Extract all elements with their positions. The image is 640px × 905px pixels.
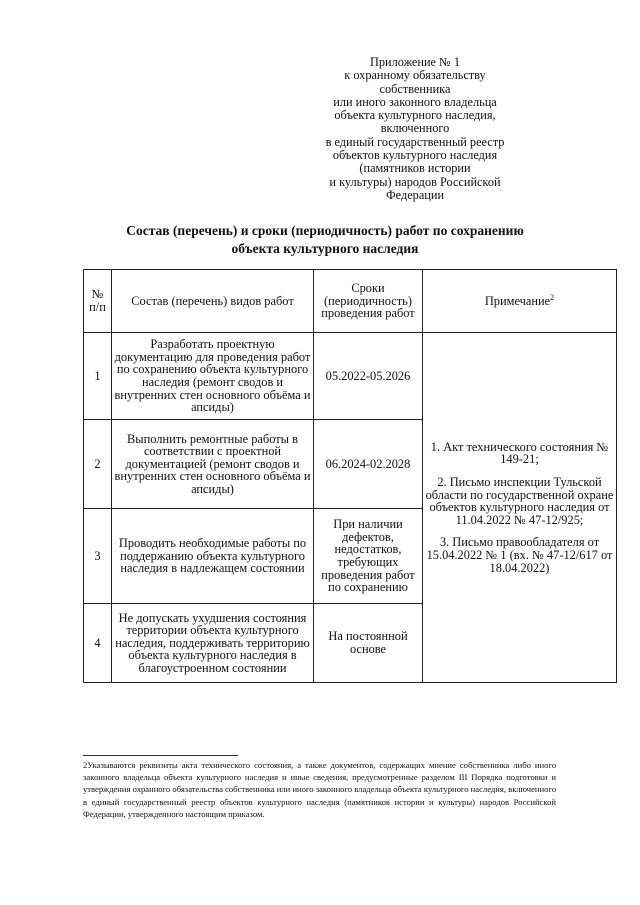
cell-number: 1 (84, 333, 112, 420)
works-table (83, 269, 617, 683)
appendix-line: Приложение № 1 (369, 55, 461, 69)
title-line: Состав (перечень) и сроки (периодичность) работ по сохранению (126, 223, 524, 238)
cell-terms: 06.2024-02.2028 (314, 420, 423, 509)
table-header-row (84, 270, 617, 333)
cell-number: 2 (84, 420, 112, 509)
appendix-line: объектов культурного наследия (332, 148, 498, 163)
note-item: 2. Письмо инспекции Тульской области по государственной охране объектов культурного наследия от 11.04.2022 № 47-12/925; (425, 475, 614, 527)
header-terms: Сроки (периодичность) проведения работ (314, 270, 423, 333)
cell-terms: 05.2022-05.2026 (314, 333, 423, 420)
table-row (84, 333, 617, 420)
footnote-separator (83, 755, 238, 756)
header-works: Состав (перечень) видов работ (112, 270, 314, 333)
header-note-label: Примечание (484, 293, 551, 308)
footnote-marker: 2 (550, 292, 555, 302)
cell-terms: На постоянной основе (314, 604, 423, 683)
appendix-line: Федерации (385, 187, 445, 202)
appendix-line: собственника (379, 81, 451, 96)
title-line: объекта культурного наследия (231, 241, 419, 256)
appendix-line: или иного законного владельца (333, 94, 497, 109)
note-item: 3. Письмо правообладателя от 15.04.2022 № 1 (вх. № 47-12/617 от 18.04.2022) (426, 535, 613, 575)
cell-notes (423, 333, 617, 683)
note-item: 1. Акт технического состояния № 149-21; (430, 439, 609, 467)
footnote-text: 2Указываются реквизиты акта технического состояния, а также документов, содержащих мнение собственника либо иного законного владельца объекта культурного наследия и иные сведения, предусмотренные разделом III Порядка подготовки и утверждения охранного обязательства собственника или иного законного владельца объекта культурного наследия, включенного в единый государственный реестр объектов культурного наследия (памятников истории и культуры) народов Российской Федерации, утвержденного настоящим приказом. (83, 760, 556, 819)
header-note (423, 270, 617, 333)
cell-number: 3 (84, 509, 112, 604)
document-title (60, 222, 590, 258)
appendix-line: (памятников истории (359, 161, 471, 176)
cell-number: 4 (84, 604, 112, 683)
cell-works: Проводить необходимые работы по поддержанию объекта культурного наследия в надлежащем состоянии (112, 509, 314, 604)
appendix-line: включенного (380, 121, 450, 136)
appendix-line: объекта культурного наследия, (334, 108, 496, 123)
cell-works: Выполнить ремонтные работы в соответствии с проектной документацией (ремонт сводов и внутренних стен основного объёма и апсиды) (112, 420, 314, 509)
appendix-line: в единый государственный реестр (325, 134, 505, 149)
appendix-line: и культуры) народов Российской (329, 174, 501, 189)
cell-works: Не допускать ухудшения состояния территории объекта культурного наследия, поддерживать территорию объекта культурного наследия в благоустроенном состоянии (112, 604, 314, 683)
header-number: № п/п (84, 270, 112, 333)
appendix-block (300, 56, 530, 202)
cell-works: Разработать проектную документацию для проведения работ по сохранению объекта культурного наследия (ремонт сводов и внутренних стен основного объёма и апсиды) (112, 333, 314, 420)
appendix-line: к охранному обязательству (344, 68, 486, 83)
cell-terms: При наличии дефектов, недостатков, требующих проведения работ по сохранению (314, 509, 423, 604)
